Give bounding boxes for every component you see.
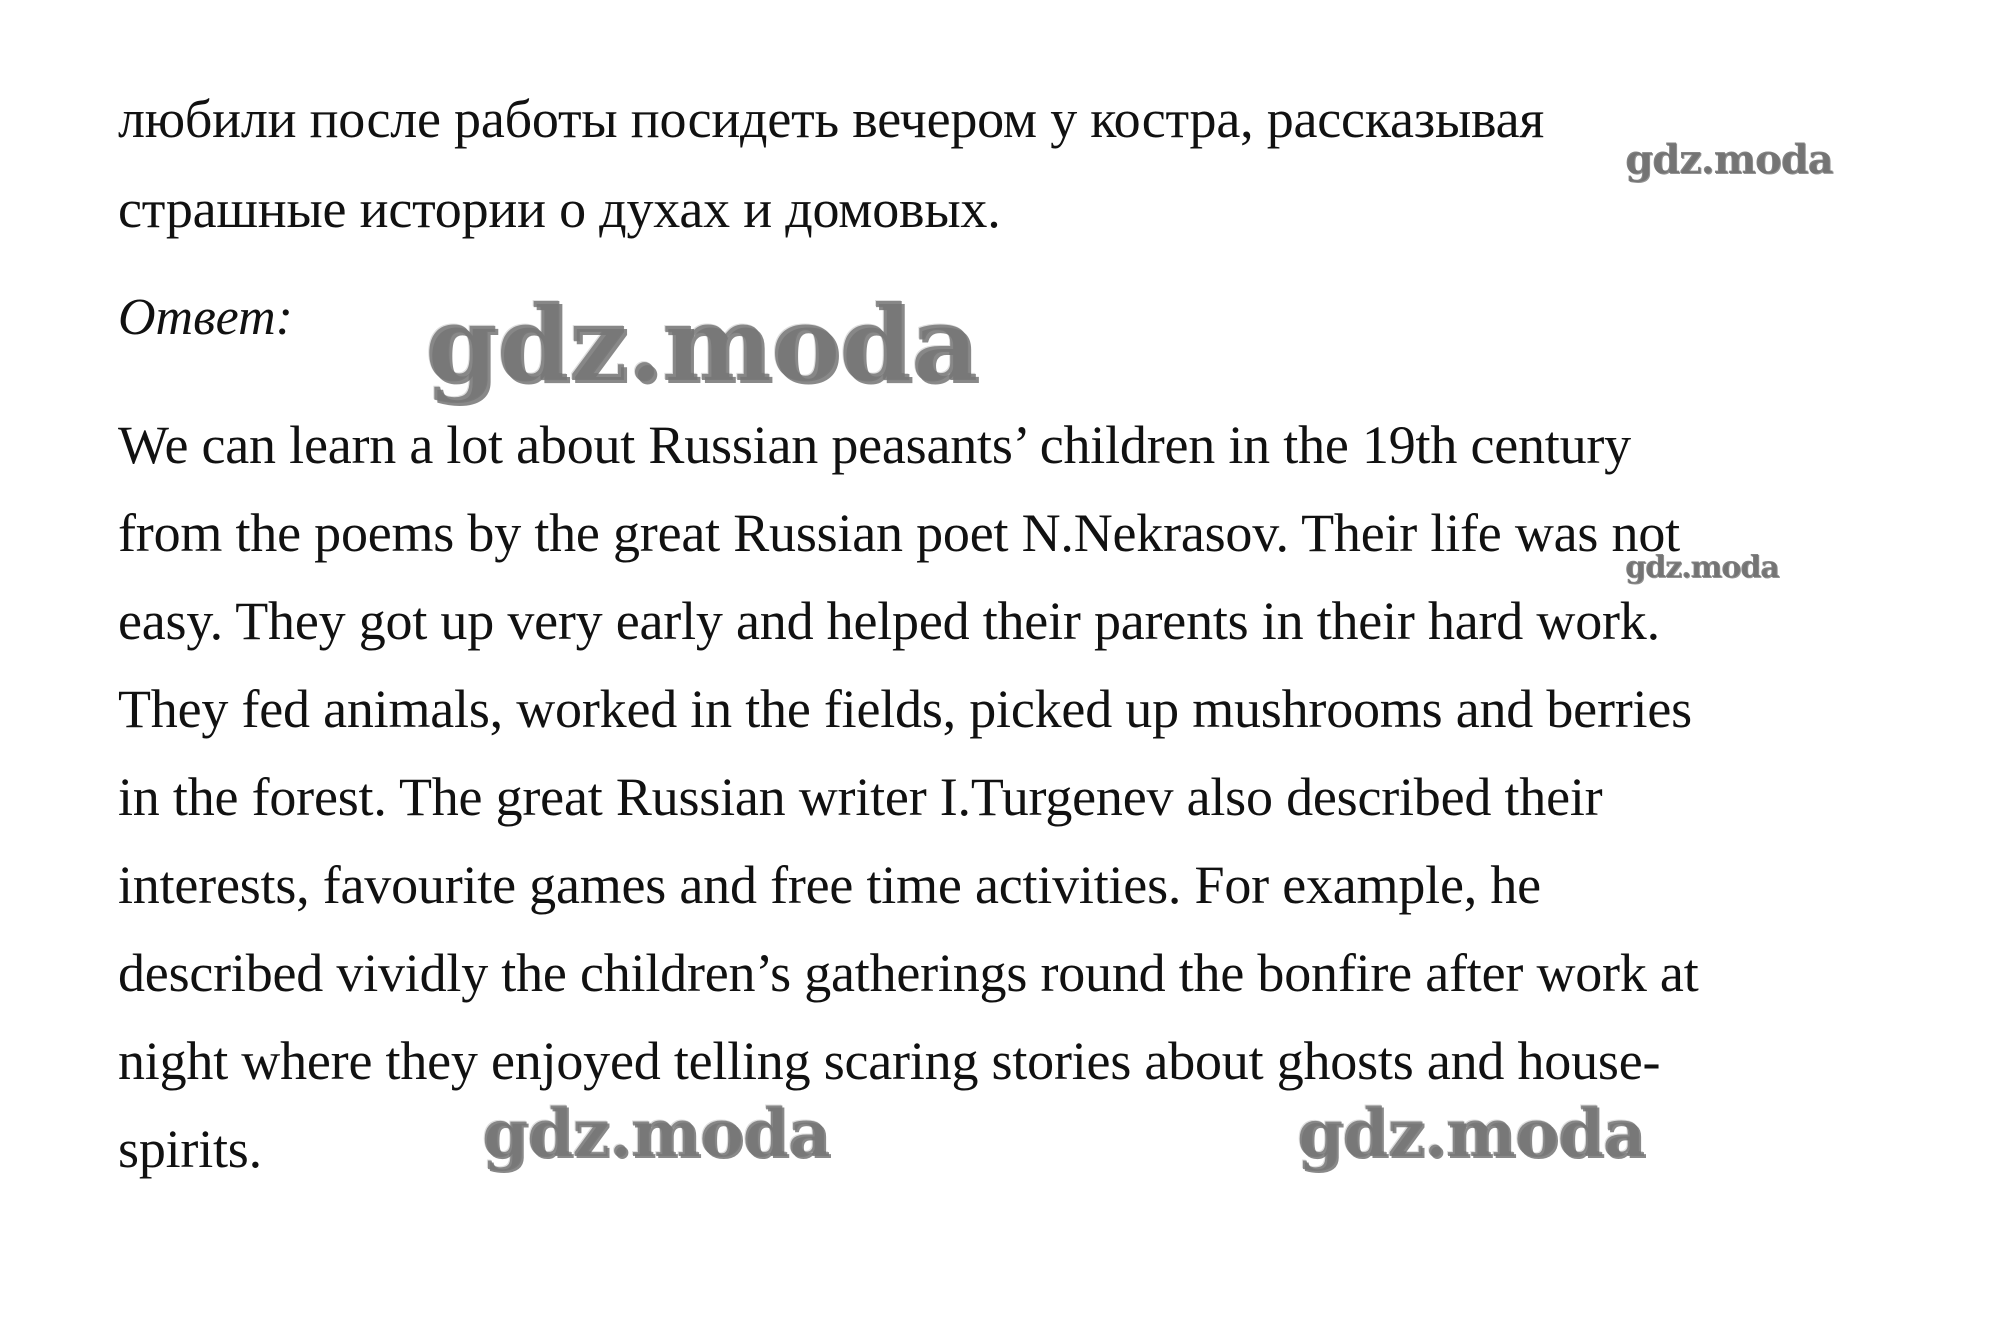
answer-line-2: from the poems by the great Russian poet N.Nekrasov. Their life was not — [118, 503, 1680, 563]
answer-line-5: in the forest. The great Russian writer I.Turgenev also described their — [118, 767, 1603, 827]
answer-line-7: described vividly the children’s gatherings round the bonfire after work at — [118, 943, 1699, 1003]
watermark-logo: gdz.moda — [1625, 136, 1833, 183]
answer-line-4: They fed animals, worked in the fields, picked up mushrooms and berries — [118, 679, 1692, 739]
watermark-logo: gdz.moda — [1297, 1094, 1645, 1172]
intro-line-1: любили после работы посидеть вечером у костра, рассказывая — [118, 89, 1545, 149]
answer-label: Ответ: — [118, 289, 293, 346]
answer-line-6: interests, favourite games and free time activities. For example, he — [118, 855, 1541, 915]
answer-line-1: We can learn a lot about Russian peasants’ children in the 19th century — [118, 415, 1631, 475]
watermark-logo: gdz.moda — [425, 282, 978, 405]
intro-line-2: страшные истории о духах и домовых. — [118, 179, 1001, 239]
answer-line-8: night where they enjoyed telling scaring stories about ghosts and house- — [118, 1031, 1661, 1091]
answer-line-3: easy. They got up very early and helped their parents in their hard work. — [118, 591, 1660, 651]
watermark-logo: gdz.moda — [1625, 550, 1779, 585]
watermark-logo: gdz.moda — [482, 1094, 830, 1172]
answer-line-9: spirits. — [118, 1119, 262, 1179]
